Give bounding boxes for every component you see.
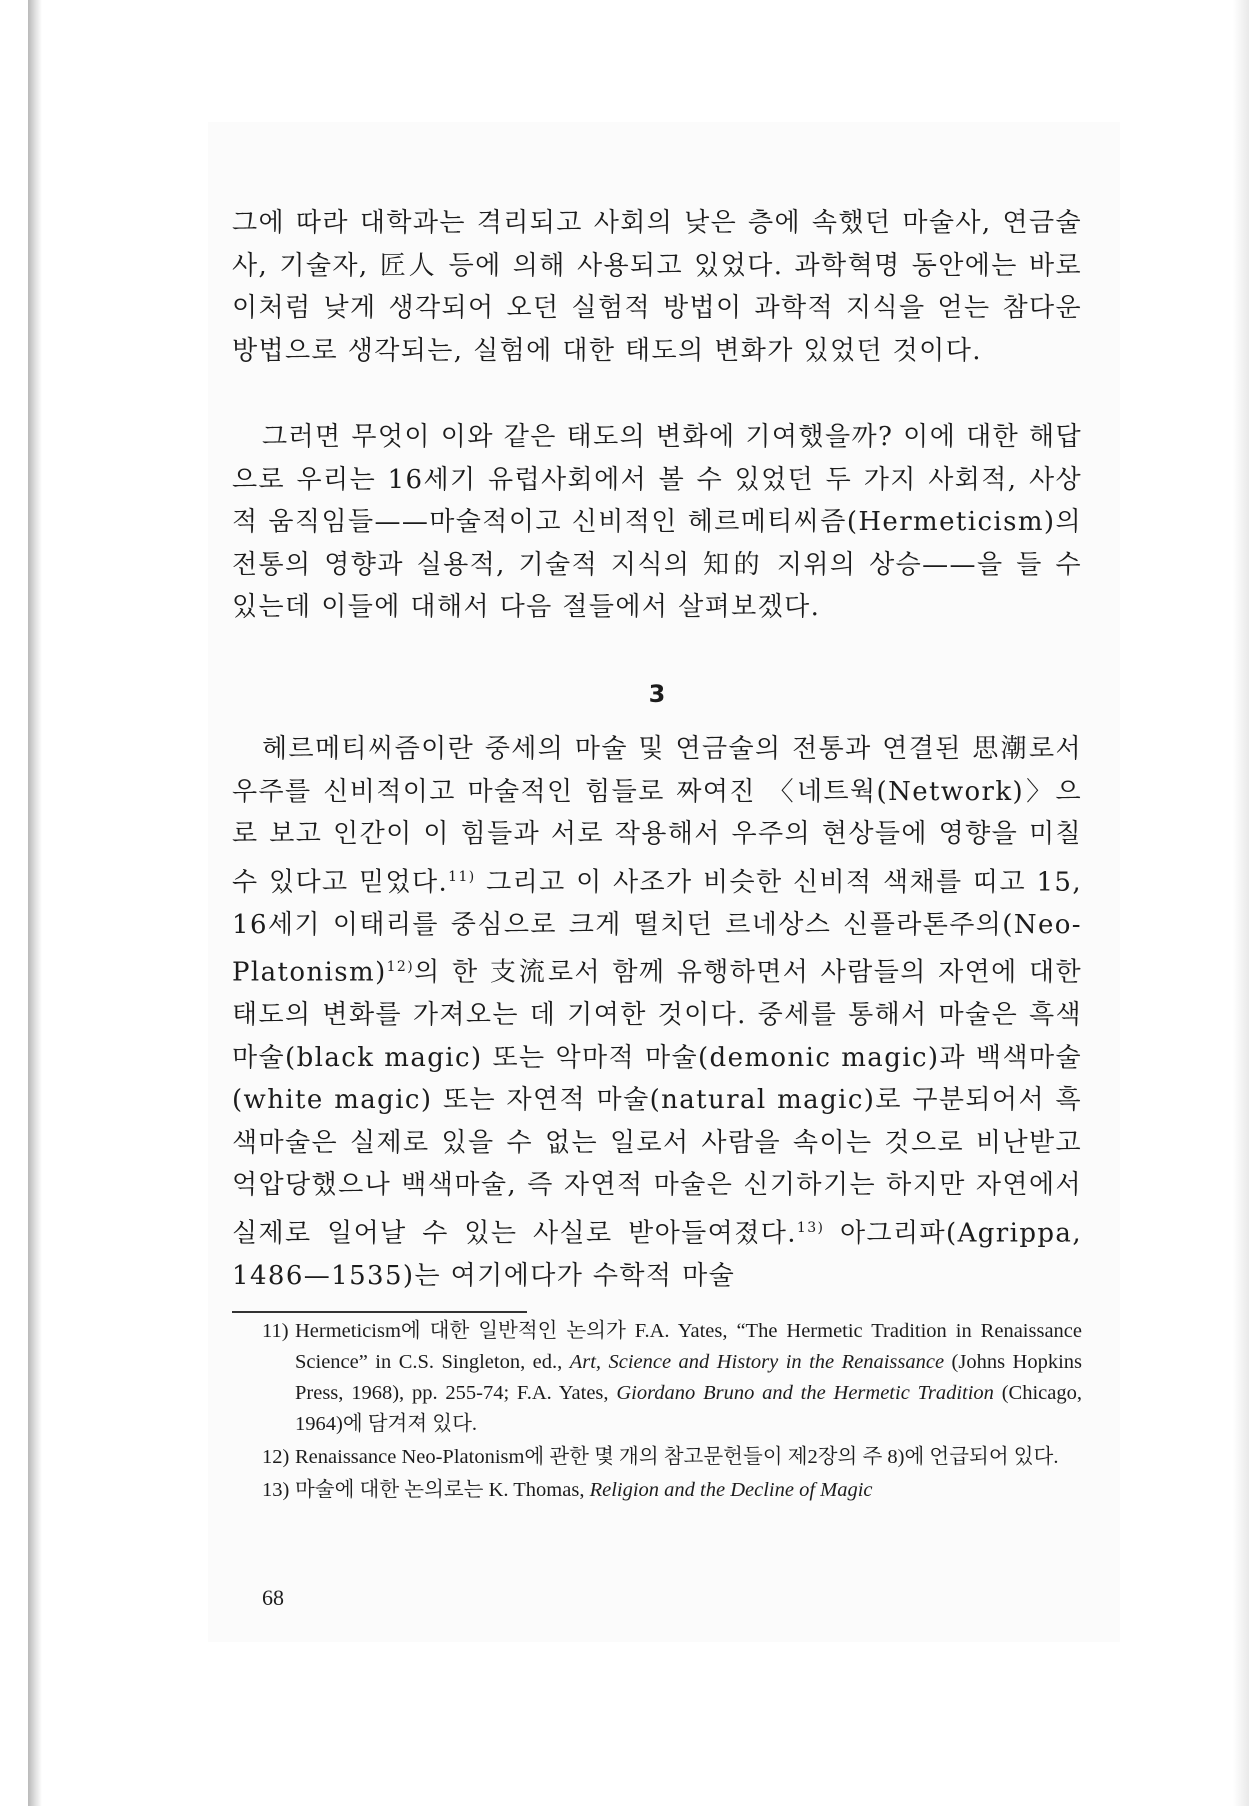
page-number: 68 <box>262 1585 284 1610</box>
paragraph-3-text-part-1: 헤르메티씨즘이란 중세의 마술 및 연금술의 전통과 연결된 思潮로서 우주를 신비적이고 마술적인 힘들로 짜여진 〈네트웍(Network)〉으로 보고 인간이 이 힘들과 서로 작용해서 우주의 현상들에 영향을 미칠 수 있다고 믿었다. <box>232 734 1082 898</box>
body-paragraph-1: 그에 따라 대학과는 격리되고 사회의 낮은 층에 속했던 마술사, 연금술사, 기술자, 匠人 등에 의해 사용되고 있었다. 과학혁명 동안에는 바로 이처럼 낮게 생각되어 오던 실험적 방법이 과학적 지식을 얻는 참다운 방법으로 생각되는, 실험에 대한 태도의 변화가 있었던 것이다. <box>232 208 1082 366</box>
paragraph-3-text-part-3: 의 한 支流로서 함께 유행하면서 사람들의 자연에 대한 태도의 변화를 가져오는 데 기여한 것이다. 중세를 통해서 마술은 흑색마술(black magic) 또는 악마적 마술(demonic magic)과 백색마술(white magic) 또는 자연적 마술(natural magic)로 구분되어서 흑색마술은 실제로 있을 수 없는 일로서 사람을 속이는 것으로 비난받고 억압당했으나 백색마술, 즉 자연적 마술은 신기하기는 하지만 자연에서 실제로 일어날 수 있는 사실로 받아들여졌다. <box>232 957 1082 1249</box>
book-spine-shadow <box>28 0 42 1806</box>
footnote-number: 13) <box>262 1479 290 1501</box>
footnote-11-text-e: (Chicago, 1964)에 담겨져 있다. <box>295 1382 1082 1435</box>
body-paragraph-2: 그러면 무엇이 이와 같은 태도의 변화에 기여했을까? 이에 대한 해답으로 우리는 16세기 유럽사회에서 볼 수 있었던 두 가지 사회적, 사상적 움직임들——마술적이고 신비적인 헤르메티씨즘(Hermeticism)의 전통의 영향과 실용적, 기술적 지식의 知的 지위의 상승——을 들 수 있는데 이들에 대해서 다음 절들에서 살펴보겠다. <box>232 422 1082 622</box>
page-edge-shadow <box>1233 0 1249 1806</box>
footnote-13 <box>262 1475 1082 1506</box>
footnote-11-book-title-2: Giordano Bruno and the Hermetic Tradition <box>616 1382 994 1404</box>
footnote-11-book-title-1: Art, Science and History in the Renaissance <box>569 1351 945 1373</box>
footnote-11 <box>262 1316 1082 1440</box>
footnote-separator <box>232 1311 527 1313</box>
footnote-ref-12: 12) <box>386 959 415 976</box>
footnote-12 <box>262 1442 1082 1473</box>
body-paragraph-3 <box>232 728 1082 1297</box>
footnote-11-text-c: (Johns Hopkins Press, 1968), pp. 255-74; F.A. Yates, <box>295 1351 1083 1404</box>
paragraph-3-text-part-4: 아그리파(Agrippa, 1486—1535)는 여기에다가 수학적 마술 <box>232 1218 1082 1291</box>
footnote-11-text-a: Hermeticism에 대한 일반적인 논의가 F.A. Yates, “The Hermetic Tradition in Renaissance Science” in C.S. Singleton, ed., <box>295 1320 1082 1373</box>
footnote-number: 12) <box>262 1446 290 1468</box>
footnote-13-book-title: Religion and the Decline of Magic <box>589 1479 873 1501</box>
footnote-number: 11) <box>262 1320 289 1342</box>
footnote-13-text-a: 마술에 대한 논의로는 K. Thomas, <box>295 1479 590 1501</box>
paragraph-3-text-part-2: 그리고 이 사조가 비슷한 신비적 색채를 띠고 15, 16세기 이태리를 중심으로 크게 떨치던 르네상스 신플라톤주의(Neo-Platonism) <box>232 867 1082 988</box>
footnote-12-text: Renaissance Neo-Platonism에 관한 몇 개의 참고문헌들이 제2장의 주 8)에 언급되어 있다. <box>295 1446 1059 1468</box>
section-number: 3 <box>648 680 666 708</box>
footnote-ref-11: 11) <box>448 868 476 885</box>
footnotes-list <box>262 1316 1082 1508</box>
footnote-ref-13: 13) <box>796 1219 825 1236</box>
